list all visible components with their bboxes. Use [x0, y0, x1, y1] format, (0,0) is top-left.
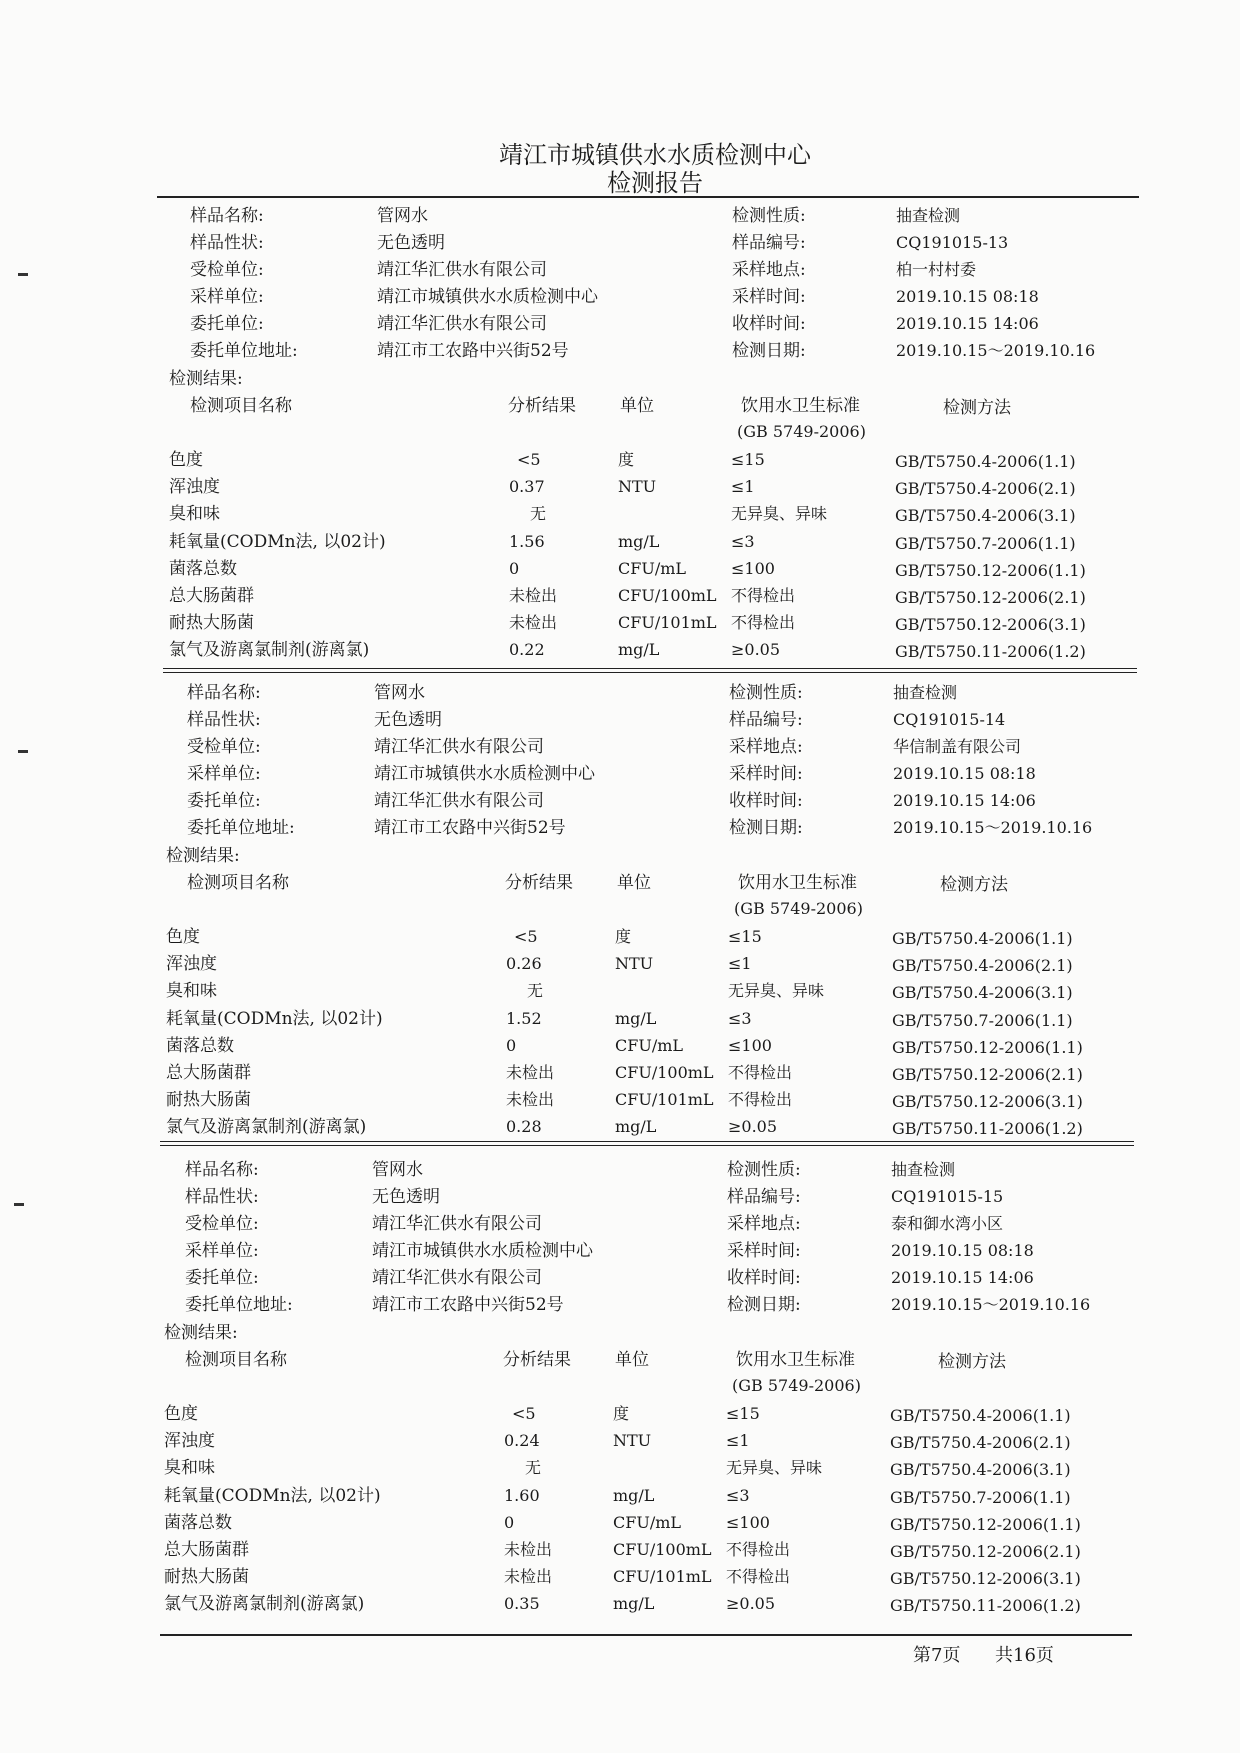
- meta-label: 检测性质:: [727, 1160, 801, 1180]
- col-header-result: 分析结果: [508, 396, 576, 416]
- table-result: 0: [506, 1035, 517, 1055]
- table-result: 无: [527, 981, 544, 1001]
- col-header-standard-code: (GB 5749-2006): [737, 422, 866, 441]
- table-method: GB/T5750.12-2006(3.1): [892, 1092, 1083, 1112]
- meta-label: 检测日期:: [727, 1295, 801, 1315]
- table-item: 浑浊度: [166, 954, 217, 975]
- table-item: 耗氧量(CODMn法, 以02计): [164, 1485, 381, 1506]
- table-unit: CFU/100mL: [615, 1063, 714, 1082]
- meta-value-sampling-unit: 靖江市城镇供水水质检测中心: [374, 764, 595, 784]
- col-header-standard: 饮用水卫生标准: [736, 1350, 855, 1370]
- col-header-method: 检测方法: [943, 398, 1011, 418]
- table-method: GB/T5750.12-2006(2.1): [895, 588, 1086, 607]
- meta-label: 样品性状:: [187, 710, 261, 730]
- meta-label: 采样时间:: [729, 764, 803, 784]
- meta-value-client-address: 靖江市工农路中兴街52号: [374, 818, 566, 838]
- meta-value-inspected-unit: 靖江华汇供水有限公司: [372, 1214, 542, 1234]
- table-item: 菌落总数: [164, 1512, 232, 1533]
- table-unit: CFU/mL: [613, 1512, 682, 1532]
- table-unit: 度: [613, 1404, 630, 1423]
- table-method: GB/T5750.4-2006(1.1): [892, 929, 1073, 948]
- meta-value-sample-no: CQ191015-15: [891, 1187, 1004, 1206]
- meta-label: 收样时间:: [732, 314, 806, 334]
- table-standard: ≤3: [731, 531, 755, 551]
- table-unit: CFU/100mL: [613, 1540, 712, 1559]
- section-divider: [160, 1141, 1134, 1146]
- table-standard: ≤1: [728, 954, 752, 974]
- table-result: 未检出: [504, 1540, 553, 1559]
- table-standard: ≤15: [731, 450, 765, 469]
- meta-value-test-date: 2019.10.15～2019.10.16: [893, 818, 1093, 837]
- table-method: GB/T5750.7-2006(1.1): [892, 1010, 1073, 1030]
- meta-label: 采样单位:: [185, 1241, 259, 1261]
- table-standard: 不得检出: [731, 613, 796, 633]
- org-title: 靖江市城镇供水水质检测中心: [499, 141, 811, 169]
- meta-label: 委托单位:: [187, 791, 261, 811]
- table-item: 耐热大肠菌: [166, 1090, 251, 1111]
- table-unit: mg/L: [618, 640, 660, 660]
- table-method: GB/T5750.7-2006(1.1): [895, 533, 1076, 553]
- table-item: 氯气及游离氯制剂(游离氯): [166, 1117, 367, 1138]
- table-standard: ≤15: [726, 1404, 760, 1423]
- meta-value-sample-name: 管网水: [374, 683, 425, 703]
- table-method: GB/T5750.11-2006(1.2): [895, 642, 1086, 662]
- meta-value-sample-state: 无色透明: [377, 233, 445, 253]
- meta-label: 受检单位:: [190, 260, 264, 280]
- meta-label: 采样时间:: [727, 1241, 801, 1261]
- meta-label: 样品编号:: [727, 1187, 801, 1207]
- page-total: 共16页: [995, 1645, 1054, 1666]
- table-result: 1.60: [504, 1485, 540, 1505]
- table-standard: ≤1: [726, 1431, 750, 1451]
- meta-label: 采样地点:: [732, 260, 806, 280]
- meta-value-sampling-time: 2019.10.15 08:18: [896, 287, 1039, 306]
- col-header-standard-code: (GB 5749-2006): [732, 1376, 861, 1395]
- meta-label: 采样单位:: [187, 764, 261, 784]
- table-result: 0.22: [509, 640, 545, 660]
- meta-label: 受检单位:: [185, 1214, 259, 1234]
- table-result: 0.26: [506, 954, 542, 974]
- table-method: GB/T5750.4-2006(3.1): [890, 1460, 1071, 1480]
- meta-label: 样品名称:: [185, 1160, 259, 1180]
- col-header-standard-code: (GB 5749-2006): [734, 899, 863, 918]
- table-method: GB/T5750.12-2006(1.1): [890, 1514, 1081, 1534]
- scan-mark: [14, 1203, 24, 1206]
- table-method: GB/T5750.7-2006(1.1): [890, 1487, 1071, 1507]
- table-item: 菌落总数: [166, 1035, 234, 1056]
- table-standard: 不得检出: [726, 1540, 791, 1559]
- table-unit: CFU/101mL: [615, 1090, 714, 1110]
- meta-label: 样品性状:: [190, 233, 264, 253]
- table-unit: NTU: [615, 954, 654, 974]
- col-header-unit: 单位: [620, 396, 654, 416]
- meta-label: 采样单位:: [190, 287, 264, 307]
- col-header-result: 分析结果: [503, 1350, 571, 1370]
- meta-value-receive-time: 2019.10.15 14:06: [893, 791, 1036, 810]
- meta-value-sampling-unit: 靖江市城镇供水水质检测中心: [372, 1241, 593, 1261]
- meta-value-test-nature: 抽查检测: [896, 206, 961, 225]
- meta-value-sample-state: 无色透明: [374, 710, 442, 730]
- table-unit: CFU/100mL: [618, 586, 717, 605]
- table-method: GB/T5750.12-2006(3.1): [890, 1569, 1081, 1589]
- table-result: 未检出: [504, 1567, 553, 1587]
- results-label: 检测结果:: [164, 1323, 238, 1343]
- table-unit: NTU: [613, 1431, 652, 1451]
- table-unit: 度: [615, 927, 632, 946]
- table-standard: 不得检出: [728, 1063, 793, 1082]
- table-unit: mg/L: [615, 1117, 657, 1137]
- table-unit: NTU: [618, 477, 657, 497]
- table-standard: 无异臭、异味: [726, 1458, 823, 1478]
- table-standard: ≤100: [731, 558, 775, 578]
- table-standard: ≤1: [731, 477, 755, 497]
- meta-value-client-address: 靖江市工农路中兴街52号: [372, 1295, 564, 1315]
- meta-label: 委托单位地址:: [190, 341, 298, 361]
- table-item: 色度: [166, 927, 200, 947]
- meta-label: 采样地点:: [729, 737, 803, 757]
- table-standard: 不得检出: [726, 1567, 791, 1587]
- report-title: 检测报告: [607, 169, 703, 197]
- meta-value-client-unit: 靖江华汇供水有限公司: [377, 314, 547, 334]
- col-header-unit: 单位: [617, 873, 651, 893]
- table-item: 耗氧量(CODMn法, 以02计): [166, 1008, 383, 1029]
- table-unit: 度: [618, 450, 635, 469]
- table-result: 0.35: [504, 1594, 540, 1614]
- table-item: 色度: [164, 1404, 198, 1424]
- table-result: 无: [530, 504, 547, 524]
- table-standard: ≥0.05: [728, 1117, 778, 1137]
- meta-label: 样品编号:: [729, 710, 803, 730]
- meta-label: 委托单位:: [185, 1268, 259, 1288]
- footer-rule: [160, 1634, 1132, 1636]
- table-unit: mg/L: [613, 1594, 655, 1614]
- table-result: 未检出: [509, 613, 558, 633]
- table-unit: mg/L: [613, 1485, 655, 1505]
- meta-label: 检测日期:: [732, 341, 806, 361]
- col-header-result: 分析结果: [505, 873, 573, 893]
- table-item: 总大肠菌群: [164, 1540, 249, 1560]
- table-standard: ≤3: [728, 1008, 752, 1028]
- table-standard: 不得检出: [731, 586, 796, 605]
- table-unit: mg/L: [615, 1008, 657, 1028]
- table-method: GB/T5750.4-2006(2.1): [892, 956, 1073, 976]
- table-method: GB/T5750.12-2006(1.1): [892, 1037, 1083, 1057]
- meta-value-sample-state: 无色透明: [372, 1187, 440, 1207]
- table-result: 未检出: [506, 1090, 555, 1110]
- table-standard: 无异臭、异味: [728, 981, 825, 1001]
- meta-value-test-date: 2019.10.15～2019.10.16: [891, 1295, 1091, 1314]
- table-result: <5: [517, 450, 541, 469]
- meta-value-sampling-time: 2019.10.15 08:18: [891, 1241, 1034, 1260]
- table-method: GB/T5750.11-2006(1.2): [892, 1119, 1083, 1139]
- table-item: 浑浊度: [164, 1431, 215, 1452]
- table-method: GB/T5750.4-2006(2.1): [890, 1433, 1071, 1453]
- table-method: GB/T5750.4-2006(1.1): [890, 1406, 1071, 1425]
- table-method: GB/T5750.4-2006(1.1): [895, 452, 1076, 471]
- table-standard: ≤100: [728, 1035, 772, 1055]
- table-result: 0: [509, 558, 520, 578]
- meta-value-sampling-time: 2019.10.15 08:18: [893, 764, 1036, 783]
- meta-label: 检测日期:: [729, 818, 803, 838]
- col-header-standard: 饮用水卫生标准: [738, 873, 857, 893]
- table-result: 0.37: [509, 477, 545, 497]
- meta-label: 样品名称:: [190, 206, 264, 226]
- meta-value-test-date: 2019.10.15～2019.10.16: [896, 341, 1096, 360]
- table-unit: CFU/101mL: [613, 1567, 712, 1587]
- col-header-item: 检测项目名称: [185, 1350, 287, 1370]
- table-result: <5: [514, 927, 538, 946]
- meta-label: 委托单位地址:: [185, 1295, 293, 1315]
- section-divider: [163, 668, 1137, 673]
- table-item: 总大肠菌群: [169, 586, 254, 606]
- table-standard: ≤15: [728, 927, 762, 946]
- table-item: 氯气及游离氯制剂(游离氯): [169, 640, 370, 661]
- col-header-item: 检测项目名称: [190, 396, 292, 416]
- meta-label: 检测性质:: [732, 206, 806, 226]
- table-item: 耐热大肠菌: [169, 613, 254, 634]
- meta-value-inspected-unit: 靖江华汇供水有限公司: [374, 737, 544, 757]
- table-standard: ≥0.05: [726, 1594, 776, 1614]
- meta-value-receive-time: 2019.10.15 14:06: [896, 314, 1039, 333]
- table-unit: mg/L: [618, 531, 660, 551]
- table-standard: ≤3: [726, 1485, 750, 1505]
- meta-value-sample-no: CQ191015-14: [893, 710, 1006, 729]
- table-result: 未检出: [506, 1063, 555, 1082]
- table-result: 未检出: [509, 586, 558, 605]
- col-header-standard: 饮用水卫生标准: [741, 396, 860, 416]
- meta-value-sampling-unit: 靖江市城镇供水水质检测中心: [377, 287, 598, 307]
- col-header-unit: 单位: [615, 1350, 649, 1370]
- meta-label: 收样时间:: [729, 791, 803, 811]
- table-method: GB/T5750.12-2006(2.1): [892, 1065, 1083, 1084]
- table-item: 臭和味: [164, 1458, 215, 1479]
- table-result: <5: [512, 1404, 536, 1423]
- table-item: 色度: [169, 450, 203, 470]
- col-header-method: 检测方法: [938, 1352, 1006, 1372]
- meta-value-inspected-unit: 靖江华汇供水有限公司: [377, 260, 547, 280]
- table-method: GB/T5750.12-2006(2.1): [890, 1542, 1081, 1561]
- table-standard: ≤100: [726, 1512, 770, 1532]
- results-label: 检测结果:: [166, 846, 240, 866]
- meta-label: 样品名称:: [187, 683, 261, 703]
- meta-value-sampling-site: 华信制盖有限公司: [893, 737, 1022, 756]
- meta-value-sample-name: 管网水: [372, 1160, 423, 1180]
- table-result: 1.56: [509, 531, 545, 551]
- table-method: GB/T5750.4-2006(2.1): [895, 479, 1076, 499]
- table-unit: CFU/mL: [615, 1035, 684, 1055]
- meta-label: 委托单位地址:: [187, 818, 295, 838]
- table-method: GB/T5750.4-2006(3.1): [892, 983, 1073, 1003]
- meta-label: 收样时间:: [727, 1268, 801, 1288]
- results-label: 检测结果:: [169, 369, 243, 389]
- table-item: 耗氧量(CODMn法, 以02计): [169, 531, 386, 552]
- table-result: 0.28: [506, 1117, 542, 1137]
- table-method: GB/T5750.12-2006(1.1): [895, 560, 1086, 580]
- meta-label: 样品性状:: [185, 1187, 259, 1207]
- table-result: 1.52: [506, 1008, 542, 1028]
- meta-label: 样品编号:: [732, 233, 806, 253]
- table-item: 耐热大肠菌: [164, 1567, 249, 1588]
- page-number: 第7页: [913, 1645, 961, 1666]
- table-item: 臭和味: [166, 981, 217, 1002]
- meta-value-sampling-site: 柏一村村委: [896, 260, 977, 279]
- meta-label: 采样地点:: [727, 1214, 801, 1234]
- table-standard: ≥0.05: [731, 640, 781, 660]
- meta-value-client-unit: 靖江华汇供水有限公司: [372, 1268, 542, 1288]
- meta-label: 受检单位:: [187, 737, 261, 757]
- table-item: 总大肠菌群: [166, 1063, 251, 1083]
- table-unit: CFU/101mL: [618, 613, 717, 633]
- table-result: 0: [504, 1512, 515, 1532]
- table-standard: 不得检出: [728, 1090, 793, 1110]
- meta-value-test-nature: 抽查检测: [891, 1160, 956, 1179]
- col-header-item: 检测项目名称: [187, 873, 289, 893]
- meta-value-receive-time: 2019.10.15 14:06: [891, 1268, 1034, 1287]
- meta-value-sample-no: CQ191015-13: [896, 233, 1009, 252]
- scan-mark: [18, 750, 28, 753]
- table-method: GB/T5750.11-2006(1.2): [890, 1596, 1081, 1616]
- table-result: 无: [525, 1458, 542, 1478]
- table-method: GB/T5750.12-2006(3.1): [895, 615, 1086, 635]
- meta-value-client-address: 靖江市工农路中兴街52号: [377, 341, 569, 361]
- meta-value-client-unit: 靖江华汇供水有限公司: [374, 791, 544, 811]
- meta-label: 委托单位:: [190, 314, 264, 334]
- meta-label: 检测性质:: [729, 683, 803, 703]
- scan-mark: [18, 273, 28, 276]
- meta-value-sampling-site: 泰和御水湾小区: [891, 1214, 1004, 1233]
- table-standard: 无异臭、异味: [731, 504, 828, 524]
- table-item: 菌落总数: [169, 558, 237, 579]
- meta-value-test-nature: 抽查检测: [893, 683, 958, 702]
- meta-value-sample-name: 管网水: [377, 206, 428, 226]
- table-item: 浑浊度: [169, 477, 220, 498]
- table-item: 臭和味: [169, 504, 220, 525]
- table-result: 0.24: [504, 1431, 540, 1451]
- col-header-method: 检测方法: [940, 875, 1008, 895]
- meta-label: 采样时间:: [732, 287, 806, 307]
- table-method: GB/T5750.4-2006(3.1): [895, 506, 1076, 526]
- table-item: 氯气及游离氯制剂(游离氯): [164, 1594, 365, 1615]
- table-unit: CFU/mL: [618, 558, 687, 578]
